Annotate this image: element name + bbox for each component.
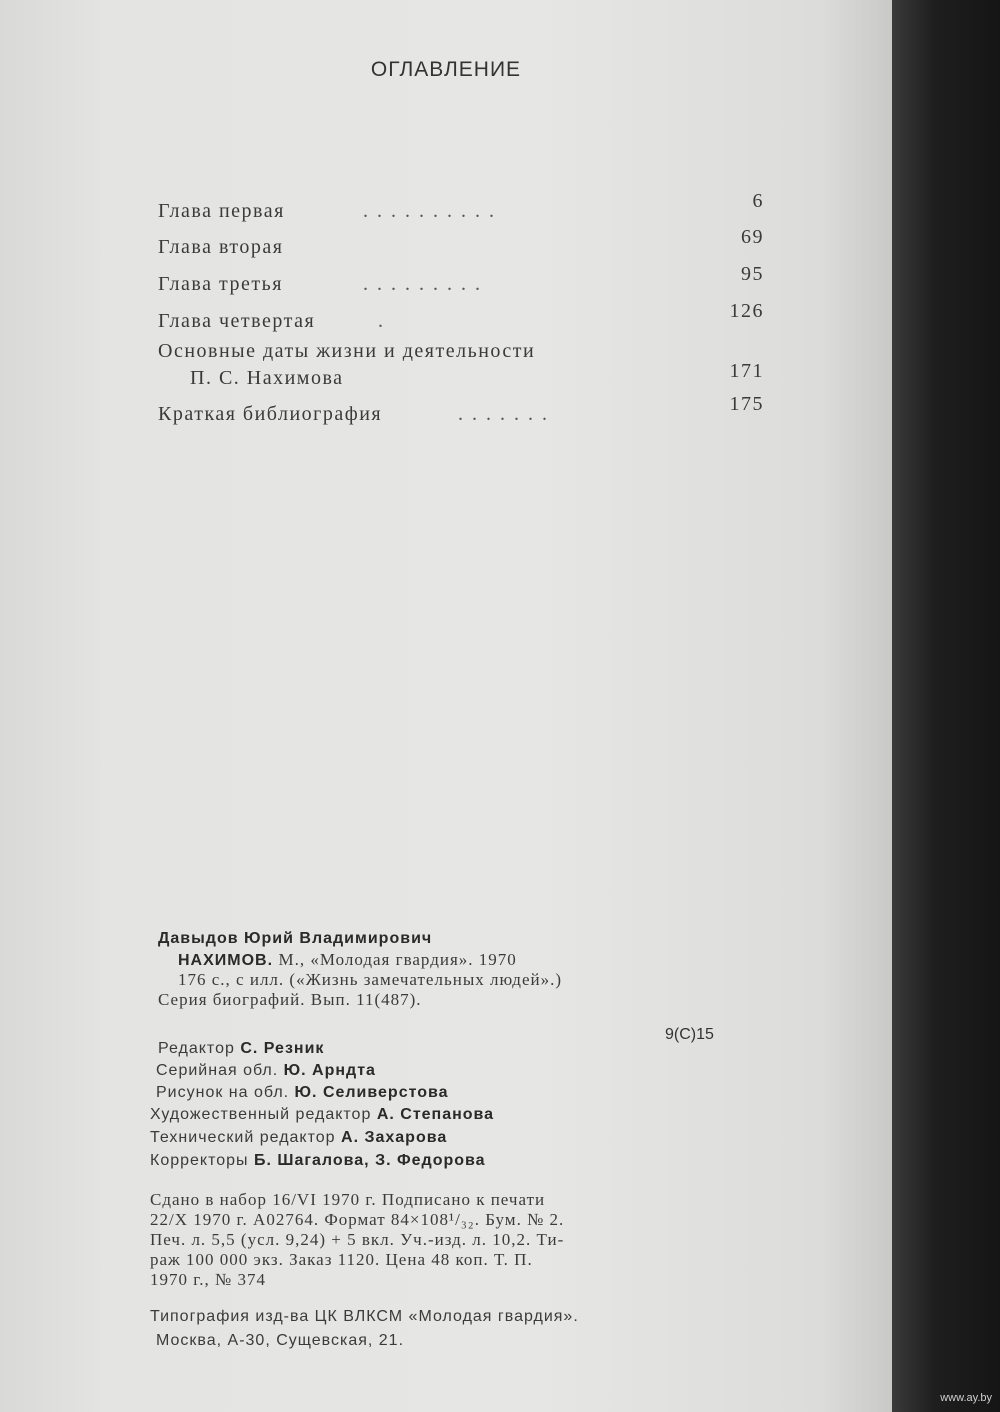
credit-role: Серийная обл. [156, 1062, 279, 1079]
credit-cover [156, 1062, 376, 1080]
printer-address: Москва, А-30, Сущевская, 21. [156, 1332, 405, 1349]
print-info-line: 22/X 1970 г. А02764. Формат 84×108¹/₃₂. Бум. № 2. [150, 1210, 565, 1229]
toc-title: ОГЛАВЛЕНИЕ [370, 58, 522, 81]
toc-entry-page: 95 [741, 263, 764, 285]
toc-entry-label: Глава четвертая [158, 310, 316, 332]
toc-entry-5 [158, 340, 764, 390]
watermark: www.ay.by [940, 1392, 992, 1404]
credit-role: Технический редактор [150, 1129, 336, 1146]
toc-entry-3 [158, 263, 764, 296]
credit-art-editor [150, 1106, 494, 1124]
imprint-series: Серия биографий. Вып. 11(487). [158, 990, 422, 1009]
toc-entry-4 [158, 300, 764, 333]
toc-entry-page: 175 [729, 393, 764, 415]
toc-entry-1 [158, 190, 764, 223]
credit-name: Ю. Селиверстова [294, 1084, 449, 1101]
credit-name: Ю. Арндта [283, 1062, 376, 1079]
credit-tech-editor [150, 1129, 447, 1147]
credit-name: А. Захарова [341, 1129, 448, 1146]
toc-entry-label: Глава третья [158, 273, 283, 295]
imprint-title: НАХИМОВ. [178, 952, 274, 969]
printer-line: Типография изд-ва ЦК ВЛКСМ «Молодая гвардия». [150, 1308, 579, 1325]
toc-leader-dots: ....... [458, 403, 556, 425]
credit-role: Художественный редактор [150, 1106, 372, 1123]
print-info-line: Сдано в набор 16/VI 1970 г. Подписано к печати [150, 1190, 546, 1209]
toc-entry-page: 69 [741, 226, 764, 248]
imprint-pages: 176 с., с илл. («Жизнь замечательных людей».) [178, 970, 563, 989]
credit-name: Б. Шагалова, З. Федорова [254, 1152, 486, 1169]
credit-name: С. Резник [240, 1040, 325, 1057]
credit-role: Рисунок на обл. [156, 1084, 290, 1101]
toc-entry-label: Глава вторая [158, 236, 284, 258]
toc-entry-label-line2: П. С. Нахимова [190, 367, 344, 389]
toc-entry-label: Основные даты жизни и деятельности [158, 340, 536, 362]
imprint-title-line [178, 950, 517, 970]
credit-name: А. Степанова [376, 1106, 495, 1123]
toc-entry-6 [158, 393, 764, 426]
book-edge-shadow [892, 0, 1000, 1412]
print-info-line: раж 100 000 экз. Заказ 1120. Цена 48 коп. Т. П. [150, 1250, 533, 1269]
imprint-author: Давыдов Юрий Владимирович [158, 930, 433, 947]
credit-cover-drawing [156, 1084, 449, 1102]
credit-role: Редактор [158, 1040, 235, 1057]
toc-entry-page: 6 [752, 190, 764, 212]
credit-role: Корректоры [150, 1152, 249, 1169]
toc-leader-dots: .......... [363, 200, 503, 222]
toc-entry-label: Глава первая [158, 200, 285, 222]
toc-entry-2 [158, 226, 764, 259]
print-info-line: Печ. л. 5,5 (усл. 9,24) + 5 вкл. Уч.-изд. л. 10,2. Ти- [150, 1230, 565, 1249]
toc-leader-dots: . [378, 310, 392, 332]
imprint-publisher: М., «Молодая гвардия». 1970 [278, 950, 517, 969]
toc-entry-page: 126 [729, 300, 764, 322]
toc-leader-dots: ......... [363, 273, 489, 295]
classification-code: 9(С)15 [665, 1026, 714, 1043]
toc-entry-page: 171 [729, 360, 764, 382]
toc-entry-label: Краткая библиография [158, 403, 383, 425]
credit-proofreaders [150, 1152, 486, 1170]
credit-editor [158, 1040, 324, 1058]
print-info-line: 1970 г., № 374 [150, 1270, 267, 1289]
